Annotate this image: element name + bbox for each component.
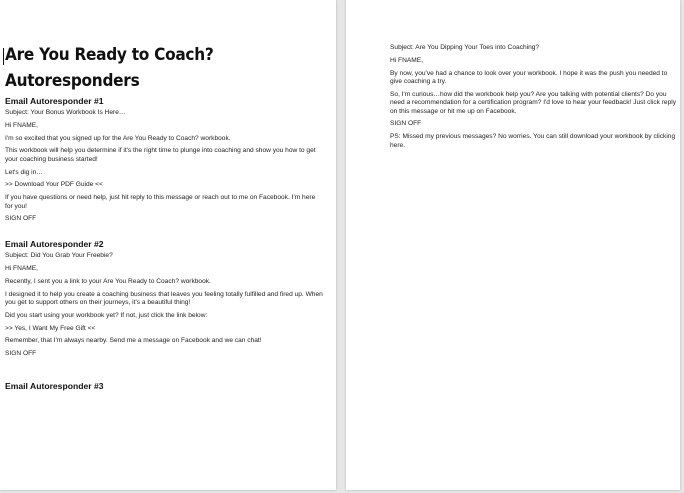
email-3-heading: Email Autoresponder #3 [5, 380, 104, 391]
email-2-signoff: SIGN OFF [5, 350, 37, 358]
document-page-left [0, 0, 336, 490]
email-1-paragraph-2: This workbook will help you determine if it's the right time to plunge into coaching and show you how to get your coaching business started! [5, 147, 316, 163]
document-title-line-2: Autoresponders [5, 71, 140, 90]
email-3-postscript: PS: Missed my previous messages? No worries. You can still download your workbook by clicking here. [390, 133, 676, 149]
email-2-paragraph-3: Did you start using your workbook yet? If not, just click the link below: [5, 311, 208, 319]
email-1-subject: Subject: Your Bonus Workbook Is Here… [5, 109, 126, 116]
document-title-line-1: Are You Ready to Coach? [5, 45, 214, 64]
document-page-right [346, 0, 680, 490]
email-3-paragraph-2: So, I'm curious…how did the workbook help you? Are you talking with potential clients? Do you need a recommendation for a certification program? I'd love to hear your feedback! Just click reply on this message or hit me up on Facebook. [390, 90, 677, 115]
email-1-signoff: SIGN OFF [5, 215, 37, 223]
page-left-content [5, 44, 323, 394]
email-1-download-link: >> Download Your PDF Guide << [5, 181, 103, 189]
text-cursor [3, 48, 4, 65]
email-1-paragraph-4: If you have questions or need help, just hit reply to this message or reach out to me on Facebook. I'm here for you! [5, 194, 316, 210]
email-3-paragraph-1: By now, you've had a chance to look over your workbook. I hope it was the push you needed to give coaching a try. [390, 69, 668, 85]
email-2-gift-link: >> Yes, I Want My Free Gift << [5, 324, 96, 332]
email-2-paragraph-4: Remember, that I'm always nearby. Send me a message on Facebook and we can chat! [5, 337, 262, 345]
email-2-subject: Subject: Did You Grab Your Freebie? [5, 252, 113, 260]
email-2-heading: Email Autoresponder #2 [5, 239, 104, 250]
email-1-greeting: Hi FNAME, [5, 121, 38, 129]
email-3-greeting: Hi FNAME, [390, 56, 423, 64]
email-2-paragraph-1: Recently, I sent you a link to your Are You Ready to Coach? workbook. [5, 277, 211, 285]
email-3-signoff: SIGN OFF [390, 120, 422, 128]
email-2-paragraph-2: I designed it to help you create a coaching business that leaves you feeling totally fulfilled and fired up. When you get to support others on their journeys, it's a beautiful thing! [5, 290, 323, 306]
page-right-content [390, 44, 680, 154]
email-1-paragraph-3: Let's dig in… [5, 168, 43, 176]
email-1-paragraph-1: I'm so excited that you signed up for the Are You Ready to Coach? workbook. [5, 134, 231, 142]
email-3-subject: Subject: Are You Dipping Your Toes into Coaching? [390, 44, 540, 51]
email-2-greeting: Hi FNAME, [5, 264, 38, 272]
email-1-heading: Email Autoresponder #1 [5, 96, 104, 106]
